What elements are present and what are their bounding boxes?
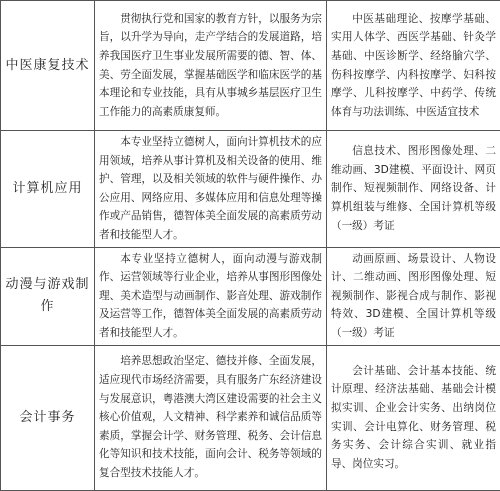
major-description: 贯彻执行党和国家的教育方针，以服务为宗旨，以升学为导向，走产学结合的发展道路，培养我国医疗卫生事业发展所需要的德、智、体、美、劳全面发展，掌握基础医学和临床医学的基本理论和专业技能，具有从事城乡基层医疗卫生工作能力的高素质康复师。 <box>95 1 327 131</box>
table-row <box>1 1 500 131</box>
table-row <box>1 345 500 490</box>
major-courses: 信息技术、图形图像处理、二维动画、3D建模、平面设计、网页制作、短视频制作、网络设备、计算机组装与维修、全国计算机等级（一级）考证 <box>327 131 500 248</box>
major-courses: 会计基础、会计基本技能、统计原理、经济法基础、基础会计模拟实训、企业会计实务、出纳岗位实训、会计电算化、财务管理、税务实务、会计综合实训、就业指导、岗位实习。 <box>327 345 500 490</box>
major-name: 会计事务 <box>1 345 95 490</box>
major-courses: 动画原画、场景设计、人物设计、二维动画、图形图像处理、短视频制作、影视合成与制作、影视特效、3D建模、全国计算机等级（一级）考证 <box>327 247 500 345</box>
major-description: 本专业坚持立德树人，面向动漫与游戏制作、运营领域等行业企业，培养从事图形图像处理、美术造型与动画制作、影音处理、游戏制作及运营等工作，德智体美全面发展的高素质劳动者和技能型人才。 <box>95 247 327 345</box>
major-name: 动漫与游戏制作 <box>1 247 95 345</box>
major-description: 培养思想政治坚定、德技并修、全面发展，适应现代市场经济需要，具有服务广东经济建设与发展意识，粤港澳大湾区建设需要的社会主义核心价值观，人文精神、科学素养和诚信品质等素质，掌握会计学、财务管理、税务、会计信息化等知识和技术技能，面向会计、税务等领域的复合型技术技能人才。 <box>95 345 327 490</box>
major-name: 计算机应用 <box>1 131 95 248</box>
table-row <box>1 131 500 248</box>
major-name: 中医康复技术 <box>1 1 95 131</box>
major-description: 本专业坚持立德树人，面向计算机技术的应用领域，培养从事计算机及相关设备的使用、维护、管理，以及相关领域的软件与硬件操作、办公应用、网络应用、多媒体应用和信息处理等操作或产品销售，德智体美全面发展的高素质劳动者和技能型人才。 <box>95 131 327 248</box>
major-courses: 中医基础理论、按摩学基础、实用人体学、西医学基础、针灸学基础、中医诊断学、经络腧穴学、伤科按摩学、内科按摩学、妇科按摩学、儿科按摩学、中药学、传统体育与功法训练、中医适宜技术 <box>327 1 500 131</box>
table-row <box>1 247 500 345</box>
